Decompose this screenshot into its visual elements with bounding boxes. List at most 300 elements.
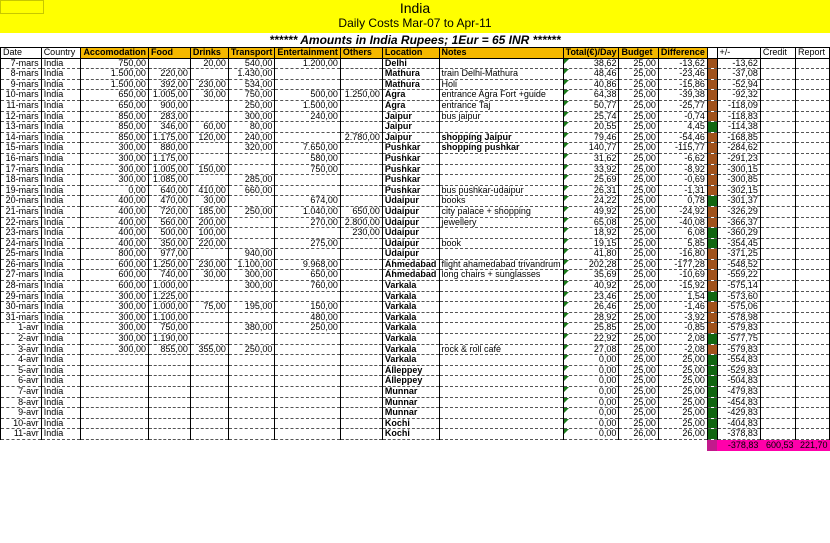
cell-notes[interactable]	[439, 334, 563, 345]
cell-country[interactable]: India	[41, 291, 81, 302]
cell-notes[interactable]	[439, 408, 563, 419]
cell-notes[interactable]	[439, 122, 563, 133]
cell-credit[interactable]	[760, 217, 795, 228]
cell-entertainment[interactable]	[275, 429, 341, 440]
cell-food[interactable]: 350,00	[148, 238, 190, 249]
cell-others[interactable]	[340, 259, 382, 270]
cell-total[interactable]: 0,00	[563, 365, 619, 376]
cell-plusminus[interactable]: -52,94	[717, 79, 760, 90]
cell-country[interactable]: India	[41, 111, 81, 122]
cell-others[interactable]	[340, 397, 382, 408]
cell-total[interactable]: 49,92	[563, 206, 619, 217]
cell-location[interactable]: Kochi	[382, 418, 439, 429]
cell-notes[interactable]	[439, 365, 563, 376]
cell-notes[interactable]: rock & roll café	[439, 344, 563, 355]
cell-budget[interactable]: 25,00	[619, 58, 658, 69]
totals-flag[interactable]	[707, 439, 717, 451]
cell-date[interactable]: 18-mars	[1, 175, 42, 186]
cell-food[interactable]: 560,00	[148, 217, 190, 228]
cell-others[interactable]	[340, 185, 382, 196]
cell-transport[interactable]: 540,00	[228, 58, 275, 69]
cell-credit[interactable]	[760, 58, 795, 69]
cell-report[interactable]	[796, 312, 830, 323]
cell-food[interactable]: 640,00	[148, 185, 190, 196]
status-flag[interactable]	[707, 69, 717, 80]
cell-country[interactable]: India	[41, 312, 81, 323]
cell-notes[interactable]: bus jaipur	[439, 111, 563, 122]
cell-credit[interactable]	[760, 344, 795, 355]
col-difference[interactable]: Difference	[658, 48, 707, 59]
cell-date[interactable]: 13-mars	[1, 122, 42, 133]
cell-difference[interactable]: -3,92	[658, 312, 707, 323]
cell-budget[interactable]: 25,00	[619, 69, 658, 80]
cell-location[interactable]: Varkala	[382, 281, 439, 292]
cell-others[interactable]	[340, 281, 382, 292]
cell-food[interactable]: 740,00	[148, 270, 190, 281]
cell-total[interactable]: 31,62	[563, 153, 619, 164]
col-country[interactable]: Country	[41, 48, 81, 59]
cell-transport[interactable]	[228, 397, 275, 408]
cell-drinks[interactable]	[190, 376, 228, 387]
cell-accomodation[interactable]: 0,00	[81, 185, 149, 196]
cell-report[interactable]	[796, 270, 830, 281]
cell-others[interactable]	[340, 143, 382, 154]
cell-drinks[interactable]: 200,00	[190, 217, 228, 228]
cell-others[interactable]	[340, 270, 382, 281]
cell-drinks[interactable]: 60,00	[190, 122, 228, 133]
cell-credit[interactable]	[760, 387, 795, 398]
cell-transport[interactable]: 300,00	[228, 281, 275, 292]
cell-plusminus[interactable]: -301,37	[717, 196, 760, 207]
cell-plusminus[interactable]: -554,83	[717, 355, 760, 366]
status-flag[interactable]	[707, 429, 717, 440]
cell-credit[interactable]	[760, 69, 795, 80]
cell-entertainment[interactable]: 9.968,00	[275, 259, 341, 270]
cell-date[interactable]: 1-avr	[1, 323, 42, 334]
cell-country[interactable]: India	[41, 387, 81, 398]
cell-budget[interactable]: 25,00	[619, 100, 658, 111]
cell-difference[interactable]: -6,62	[658, 153, 707, 164]
cell-others[interactable]: 2.800,00	[340, 217, 382, 228]
col-accomodation[interactable]: Accomodation	[81, 48, 149, 59]
cell-credit[interactable]	[760, 111, 795, 122]
cell-total[interactable]: 0,00	[563, 355, 619, 366]
status-flag[interactable]	[707, 111, 717, 122]
cell-entertainment[interactable]	[275, 291, 341, 302]
status-flag[interactable]	[707, 79, 717, 90]
cell-plusminus[interactable]: -504,83	[717, 376, 760, 387]
cell-others[interactable]	[340, 344, 382, 355]
cell-others[interactable]	[340, 291, 382, 302]
cell-transport[interactable]: 250,00	[228, 344, 275, 355]
cell-credit[interactable]	[760, 355, 795, 366]
cell-transport[interactable]: 300,00	[228, 270, 275, 281]
cell-others[interactable]	[340, 175, 382, 186]
cell-accomodation[interactable]	[81, 376, 149, 387]
cell-food[interactable]	[148, 365, 190, 376]
cell-transport[interactable]: 660,00	[228, 185, 275, 196]
cell-report[interactable]	[796, 334, 830, 345]
cell-credit[interactable]	[760, 143, 795, 154]
cell-date[interactable]: 4-avr	[1, 355, 42, 366]
cell-accomodation[interactable]: 650,00	[81, 90, 149, 101]
cell-difference[interactable]: -24,92	[658, 206, 707, 217]
cell-location[interactable]: Jaipur	[382, 122, 439, 133]
cell-notes[interactable]	[439, 397, 563, 408]
status-flag[interactable]	[707, 365, 717, 376]
cell-others[interactable]	[340, 164, 382, 175]
cell-difference[interactable]: -23,46	[658, 69, 707, 80]
cell-transport[interactable]: 1.100,00	[228, 259, 275, 270]
cell-total[interactable]: 25,69	[563, 175, 619, 186]
cell-transport[interactable]	[228, 408, 275, 419]
status-flag[interactable]	[707, 334, 717, 345]
cell-notes[interactable]	[439, 249, 563, 260]
cell-location[interactable]: Agra	[382, 90, 439, 101]
cell-total[interactable]: 48,46	[563, 69, 619, 80]
cell-report[interactable]	[796, 111, 830, 122]
cell-budget[interactable]: 25,00	[619, 302, 658, 313]
cell-report[interactable]	[796, 58, 830, 69]
cell-report[interactable]	[796, 281, 830, 292]
cell-food[interactable]: 1.175,00	[148, 132, 190, 143]
cell-notes[interactable]	[439, 323, 563, 334]
cell-others[interactable]	[340, 429, 382, 440]
cell-notes[interactable]: bus pushkar-udaipur	[439, 185, 563, 196]
cell-total[interactable]: 50,77	[563, 100, 619, 111]
cell-plusminus[interactable]: -404,83	[717, 418, 760, 429]
cell-credit[interactable]	[760, 249, 795, 260]
cell-drinks[interactable]	[190, 100, 228, 111]
cell-location[interactable]: Agra	[382, 100, 439, 111]
cell-difference[interactable]: -1,46	[658, 302, 707, 313]
cell-plusminus[interactable]: -92,32	[717, 90, 760, 101]
cell-food[interactable]	[148, 429, 190, 440]
cell-drinks[interactable]	[190, 111, 228, 122]
cell-location[interactable]: Munnar	[382, 387, 439, 398]
cell-budget[interactable]: 25,00	[619, 408, 658, 419]
cell-country[interactable]: India	[41, 249, 81, 260]
cell-country[interactable]: India	[41, 58, 81, 69]
cell-budget[interactable]: 25,00	[619, 122, 658, 133]
cell-plusminus[interactable]: -360,29	[717, 228, 760, 239]
cell-budget[interactable]: 25,00	[619, 344, 658, 355]
cell-drinks[interactable]	[190, 355, 228, 366]
cell-food[interactable]: 1.100,00	[148, 312, 190, 323]
cell-total[interactable]: 26,31	[563, 185, 619, 196]
total-plusminus[interactable]: -378,83	[717, 439, 760, 451]
cell-plusminus[interactable]: -37,08	[717, 69, 760, 80]
cell-drinks[interactable]	[190, 334, 228, 345]
total-report[interactable]: 221,70	[796, 439, 830, 451]
cell-budget[interactable]: 25,00	[619, 217, 658, 228]
cell-accomodation[interactable]: 600,00	[81, 259, 149, 270]
cell-budget[interactable]: 25,00	[619, 175, 658, 186]
cell-food[interactable]: 900,00	[148, 100, 190, 111]
cell-country[interactable]: India	[41, 429, 81, 440]
cell-notes[interactable]	[439, 387, 563, 398]
cell-difference[interactable]: 0,78	[658, 196, 707, 207]
cell-location[interactable]: Mathura	[382, 69, 439, 80]
cell-location[interactable]: Varkala	[382, 344, 439, 355]
cell-country[interactable]: India	[41, 164, 81, 175]
cell-country[interactable]: India	[41, 238, 81, 249]
cell-notes[interactable]: train Delhi-Mathura	[439, 69, 563, 80]
cell-date[interactable]: 15-mars	[1, 143, 42, 154]
cell-date[interactable]: 9-avr	[1, 408, 42, 419]
cell-drinks[interactable]	[190, 418, 228, 429]
cell-location[interactable]: Kochi	[382, 429, 439, 440]
cell-date[interactable]: 20-mars	[1, 196, 42, 207]
cell-date[interactable]: 16-mars	[1, 153, 42, 164]
cell-transport[interactable]: 250,00	[228, 100, 275, 111]
cell-plusminus[interactable]: -291,23	[717, 153, 760, 164]
col-total[interactable]: Total(€)/Day	[563, 48, 619, 59]
cell-drinks[interactable]	[190, 175, 228, 186]
cell-entertainment[interactable]	[275, 376, 341, 387]
cell-date[interactable]: 6-avr	[1, 376, 42, 387]
cell-date[interactable]: 7-avr	[1, 387, 42, 398]
col-plusminus[interactable]: +/-	[717, 48, 760, 59]
cell-transport[interactable]: 1.430,00	[228, 69, 275, 80]
cell-accomodation[interactable]	[81, 408, 149, 419]
status-flag[interactable]	[707, 418, 717, 429]
cell-drinks[interactable]: 220,00	[190, 238, 228, 249]
cell-plusminus[interactable]: -300,85	[717, 175, 760, 186]
cell-credit[interactable]	[760, 429, 795, 440]
cell-budget[interactable]: 25,00	[619, 376, 658, 387]
cell-entertainment[interactable]: 480,00	[275, 312, 341, 323]
cell-food[interactable]: 1.250,00	[148, 259, 190, 270]
cell-plusminus[interactable]: -579,83	[717, 323, 760, 334]
cell-credit[interactable]	[760, 302, 795, 313]
cell-accomodation[interactable]: 300,00	[81, 344, 149, 355]
cell-plusminus[interactable]: -548,52	[717, 259, 760, 270]
cell-country[interactable]: India	[41, 153, 81, 164]
cell-country[interactable]: India	[41, 355, 81, 366]
cell-notes[interactable]: jewellery	[439, 217, 563, 228]
cell-country[interactable]: India	[41, 100, 81, 111]
cell-transport[interactable]	[228, 228, 275, 239]
cell-notes[interactable]: flight ahamedabad trivandrum	[439, 259, 563, 270]
cell-entertainment[interactable]	[275, 418, 341, 429]
cell-difference[interactable]: -13,62	[658, 58, 707, 69]
cell-difference[interactable]: -25,77	[658, 100, 707, 111]
cell-entertainment[interactable]: 760,00	[275, 281, 341, 292]
cell-others[interactable]	[340, 111, 382, 122]
cell-difference[interactable]: -15,86	[658, 79, 707, 90]
cell-accomodation[interactable]: 1.500,00	[81, 69, 149, 80]
cell-location[interactable]: Udaipur	[382, 249, 439, 260]
cell-report[interactable]	[796, 69, 830, 80]
cell-date[interactable]: 5-avr	[1, 365, 42, 376]
cell-accomodation[interactable]: 400,00	[81, 206, 149, 217]
cell-notes[interactable]: Holi	[439, 79, 563, 90]
cell-notes[interactable]	[439, 228, 563, 239]
cell-budget[interactable]: 25,00	[619, 281, 658, 292]
cell-entertainment[interactable]	[275, 387, 341, 398]
cell-location[interactable]: Varkala	[382, 334, 439, 345]
cell-budget[interactable]: 25,00	[619, 196, 658, 207]
col-others[interactable]: Others	[340, 48, 382, 59]
cell-plusminus[interactable]: -479,83	[717, 387, 760, 398]
cell-drinks[interactable]	[190, 397, 228, 408]
cell-others[interactable]	[340, 238, 382, 249]
cell-report[interactable]	[796, 206, 830, 217]
cell-difference[interactable]: 25,00	[658, 387, 707, 398]
cell-country[interactable]: India	[41, 79, 81, 90]
cell-food[interactable]: 720,00	[148, 206, 190, 217]
cell-plusminus[interactable]: -284,62	[717, 143, 760, 154]
cell-others[interactable]	[340, 122, 382, 133]
cell-others[interactable]: 1.250,00	[340, 90, 382, 101]
cell-location[interactable]: Munnar	[382, 397, 439, 408]
col-transport[interactable]: Transport	[228, 48, 275, 59]
cell-difference[interactable]: 4,45	[658, 122, 707, 133]
cell-drinks[interactable]: 30,00	[190, 90, 228, 101]
cell-budget[interactable]: 25,00	[619, 228, 658, 239]
cell-date[interactable]: 3-avr	[1, 344, 42, 355]
cell-drinks[interactable]: 75,00	[190, 302, 228, 313]
cell-credit[interactable]	[760, 196, 795, 207]
cell-notes[interactable]	[439, 175, 563, 186]
cell-accomodation[interactable]	[81, 387, 149, 398]
cell-total[interactable]: 25,74	[563, 111, 619, 122]
cell-entertainment[interactable]: 1.040,00	[275, 206, 341, 217]
cell-notes[interactable]	[439, 281, 563, 292]
cell-notes[interactable]: entrance Taj	[439, 100, 563, 111]
cell-transport[interactable]	[228, 376, 275, 387]
cell-report[interactable]	[796, 175, 830, 186]
cell-report[interactable]	[796, 408, 830, 419]
cell-country[interactable]: India	[41, 259, 81, 270]
cell-difference[interactable]: 6,08	[658, 228, 707, 239]
cell-plusminus[interactable]: -326,29	[717, 206, 760, 217]
status-flag[interactable]	[707, 228, 717, 239]
cell-country[interactable]: India	[41, 365, 81, 376]
cell-accomodation[interactable]: 300,00	[81, 153, 149, 164]
cell-difference[interactable]: 1,54	[658, 291, 707, 302]
cell-notes[interactable]: shopping Jaipur	[439, 132, 563, 143]
cell-date[interactable]: 11-mars	[1, 100, 42, 111]
cell-others[interactable]	[340, 196, 382, 207]
status-flag[interactable]	[707, 323, 717, 334]
cell-total[interactable]: 41,80	[563, 249, 619, 260]
cell-notes[interactable]	[439, 376, 563, 387]
status-flag[interactable]	[707, 259, 717, 270]
cell-accomodation[interactable]: 300,00	[81, 164, 149, 175]
col-entertainment[interactable]: Entertainment	[275, 48, 341, 59]
cell-budget[interactable]: 25,00	[619, 334, 658, 345]
cell-total[interactable]: 18,92	[563, 228, 619, 239]
cell-report[interactable]	[796, 185, 830, 196]
cell-total[interactable]: 35,69	[563, 270, 619, 281]
cell-entertainment[interactable]	[275, 355, 341, 366]
cell-date[interactable]: 14-mars	[1, 132, 42, 143]
cell-transport[interactable]	[228, 217, 275, 228]
cell-budget[interactable]: 25,00	[619, 291, 658, 302]
cell-difference[interactable]: 25,00	[658, 376, 707, 387]
cell-others[interactable]	[340, 58, 382, 69]
cell-location[interactable]: Delhi	[382, 58, 439, 69]
status-flag[interactable]	[707, 302, 717, 313]
cell-date[interactable]: 24-mars	[1, 238, 42, 249]
status-flag[interactable]	[707, 387, 717, 398]
cell-credit[interactable]	[760, 206, 795, 217]
cell-date[interactable]: 28-mars	[1, 281, 42, 292]
status-flag[interactable]	[707, 238, 717, 249]
cell-date[interactable]: 21-mars	[1, 206, 42, 217]
cell-accomodation[interactable]: 400,00	[81, 196, 149, 207]
cell-country[interactable]: India	[41, 418, 81, 429]
cell-others[interactable]	[340, 302, 382, 313]
cell-country[interactable]: India	[41, 408, 81, 419]
status-flag[interactable]	[707, 206, 717, 217]
cell-plusminus[interactable]: -354,45	[717, 238, 760, 249]
cell-country[interactable]: India	[41, 270, 81, 281]
cell-plusminus[interactable]: -454,83	[717, 397, 760, 408]
cell-total[interactable]: 0,00	[563, 429, 619, 440]
status-flag[interactable]	[707, 217, 717, 228]
cell-plusminus[interactable]: -371,25	[717, 249, 760, 260]
cell-accomodation[interactable]: 650,00	[81, 100, 149, 111]
cell-location[interactable]: Udaipur	[382, 228, 439, 239]
cell-total[interactable]: 64,38	[563, 90, 619, 101]
cell-credit[interactable]	[760, 334, 795, 345]
status-flag[interactable]	[707, 408, 717, 419]
cell-accomodation[interactable]: 300,00	[81, 291, 149, 302]
cell-country[interactable]: India	[41, 217, 81, 228]
cell-accomodation[interactable]	[81, 365, 149, 376]
cell-budget[interactable]: 25,00	[619, 238, 658, 249]
cell-difference[interactable]: 2,08	[658, 334, 707, 345]
cell-total[interactable]: 33,92	[563, 164, 619, 175]
cell-date[interactable]: 22-mars	[1, 217, 42, 228]
cell-location[interactable]: Varkala	[382, 302, 439, 313]
cell-notes[interactable]: city palace + shopping	[439, 206, 563, 217]
cell-food[interactable]: 1.005,00	[148, 164, 190, 175]
cell-drinks[interactable]	[190, 365, 228, 376]
cell-food[interactable]: 500,00	[148, 228, 190, 239]
cell-report[interactable]	[796, 291, 830, 302]
cell-location[interactable]: Varkala	[382, 355, 439, 366]
cell-total[interactable]: 40,86	[563, 79, 619, 90]
cell-notes[interactable]: books	[439, 196, 563, 207]
cell-date[interactable]: 30-mars	[1, 302, 42, 313]
cell-others[interactable]	[340, 387, 382, 398]
status-flag[interactable]	[707, 143, 717, 154]
cell-credit[interactable]	[760, 164, 795, 175]
cell-food[interactable]: 470,00	[148, 196, 190, 207]
cell-budget[interactable]: 25,00	[619, 397, 658, 408]
cell-accomodation[interactable]: 850,00	[81, 111, 149, 122]
cell-entertainment[interactable]: 750,00	[275, 164, 341, 175]
cell-entertainment[interactable]	[275, 344, 341, 355]
cell-credit[interactable]	[760, 175, 795, 186]
cell-location[interactable]: Varkala	[382, 323, 439, 334]
cell-date[interactable]: 31-mars	[1, 312, 42, 323]
cell-credit[interactable]	[760, 132, 795, 143]
cell-country[interactable]: India	[41, 344, 81, 355]
cell-report[interactable]	[796, 132, 830, 143]
cell-transport[interactable]: 195,00	[228, 302, 275, 313]
cell-drinks[interactable]	[190, 408, 228, 419]
cell-notes[interactable]	[439, 164, 563, 175]
cell-credit[interactable]	[760, 238, 795, 249]
cell-transport[interactable]: 285,00	[228, 175, 275, 186]
cell-transport[interactable]: 80,00	[228, 122, 275, 133]
status-flag[interactable]	[707, 355, 717, 366]
